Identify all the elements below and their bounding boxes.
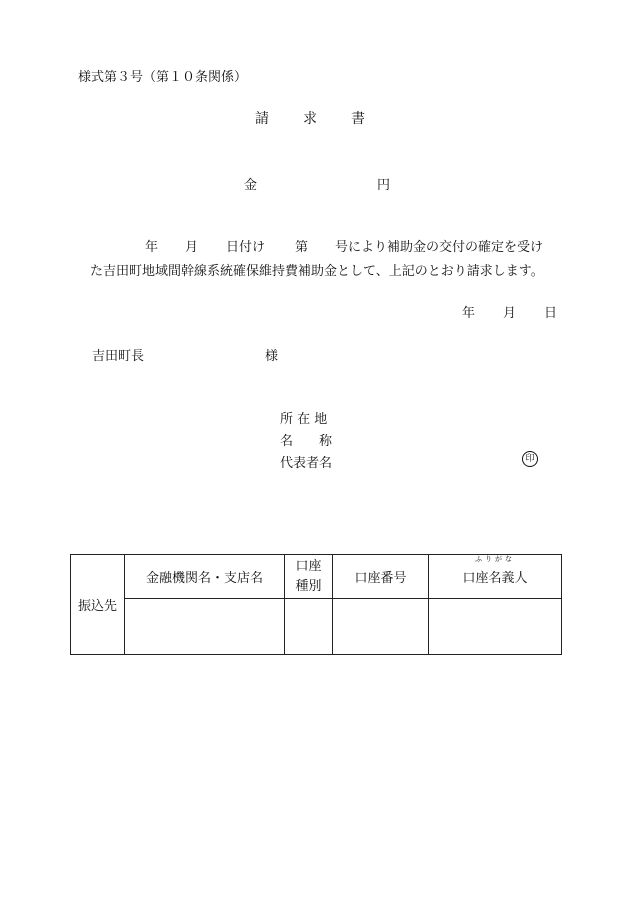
amount-unit: 円 xyxy=(377,178,391,193)
account-holder-cell[interactable] xyxy=(429,599,562,655)
date-month: 月 xyxy=(503,306,517,321)
account-type-header xyxy=(285,555,333,599)
amount-label: 金 xyxy=(244,178,258,193)
addressee-name: 吉田町長 xyxy=(92,349,145,364)
account-type-header-line2: 種別 xyxy=(295,578,322,594)
transfer-row-header: 振込先 xyxy=(71,555,125,655)
account-type-cell[interactable] xyxy=(285,599,333,655)
body-month: 月 xyxy=(185,240,199,255)
account-number-cell[interactable] xyxy=(333,599,429,655)
date-day: 日 xyxy=(544,306,558,321)
form-number: 様式第３号（第１０条関係） xyxy=(78,70,248,85)
bank-name-header: 金融機関名・支店名 xyxy=(125,555,285,599)
account-holder-ruby: ふりがな xyxy=(474,555,515,563)
account-holder-header-cell xyxy=(429,555,562,599)
account-holder-header: 口座名義人 xyxy=(462,571,528,586)
seal-mark: 印 xyxy=(522,451,538,467)
body-day-dated: 日付け xyxy=(226,240,266,255)
account-holder-header-wrap xyxy=(462,555,528,586)
body-year: 年 xyxy=(145,240,159,255)
document-title: 請 求 書 xyxy=(255,111,375,127)
bank-name-cell[interactable] xyxy=(125,599,285,655)
bank-transfer-table xyxy=(70,554,562,655)
account-number-header: 口座番号 xyxy=(333,555,429,599)
date-year: 年 xyxy=(462,306,476,321)
account-type-header-line1: 口座 xyxy=(295,558,322,574)
body-number-prefix: 第 xyxy=(295,240,309,255)
representative-label: 代表者名 xyxy=(280,456,333,471)
body-line-1 xyxy=(145,236,565,255)
address-label: 所 在 地 xyxy=(280,412,328,427)
name-label: 名 称 xyxy=(280,434,333,449)
body-line1-rest: 号により補助金の交付の確定を受け xyxy=(335,240,544,255)
body-line-2: た吉田町地域間幹線系統確保維持費補助金として、上記のとおり請求します。 xyxy=(90,264,544,279)
addressee-honorific: 様 xyxy=(265,349,279,364)
